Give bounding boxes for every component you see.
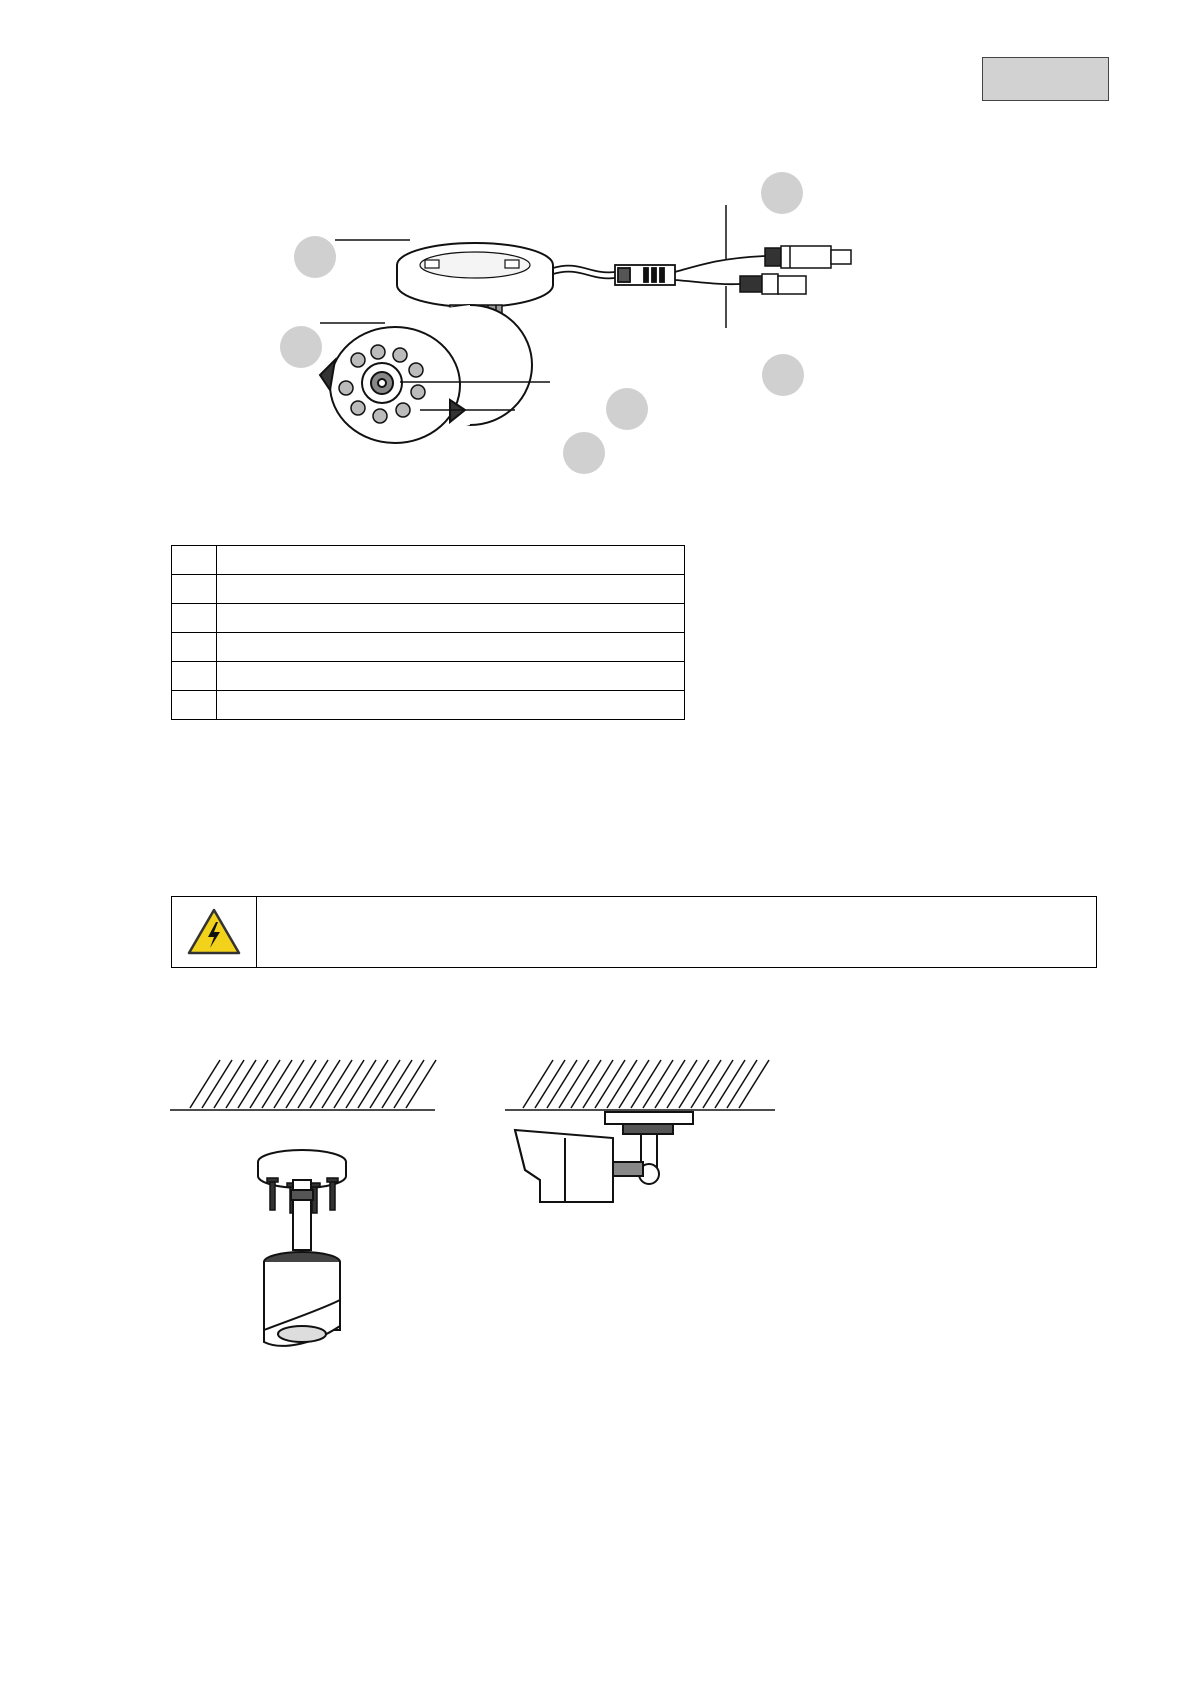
- language-tab: [982, 57, 1109, 101]
- callout-3: [606, 388, 648, 430]
- mounting-figure-exploded: [170, 1050, 460, 1350]
- parts-table: [171, 545, 685, 720]
- mount-base: [605, 1112, 693, 1134]
- callout-1: [294, 236, 336, 278]
- table-row: [172, 575, 685, 604]
- callout-6: [762, 354, 804, 396]
- bracket-stem: [291, 1180, 313, 1250]
- camera-body: [264, 1252, 340, 1346]
- mounting-figure-assembled: [505, 1050, 805, 1220]
- connection-cable: [553, 256, 765, 285]
- bracket-stem: [613, 1134, 659, 1184]
- warning-icon-cell: [172, 897, 257, 967]
- bnc-video-connector: [765, 246, 851, 268]
- table-row: [172, 662, 685, 691]
- table-row: [172, 604, 685, 633]
- camera-body: [515, 1130, 613, 1202]
- table-row: [172, 633, 685, 662]
- table-row: [172, 546, 685, 575]
- camera-lens: [362, 363, 402, 403]
- camera-housing: [320, 305, 532, 443]
- dc-power-connector: [740, 274, 806, 294]
- callout-5: [761, 172, 803, 214]
- mounting-base: [397, 243, 553, 307]
- ceiling-hatch: [170, 1060, 436, 1110]
- warning-text: [257, 897, 1096, 967]
- callout-4: [563, 432, 605, 474]
- high-voltage-warning-icon: [186, 907, 242, 957]
- warning-box: [171, 896, 1097, 968]
- callout-2: [280, 326, 322, 368]
- table-row: [172, 691, 685, 720]
- camera-overview-diagram: [260, 160, 980, 520]
- ceiling-hatch: [505, 1060, 775, 1110]
